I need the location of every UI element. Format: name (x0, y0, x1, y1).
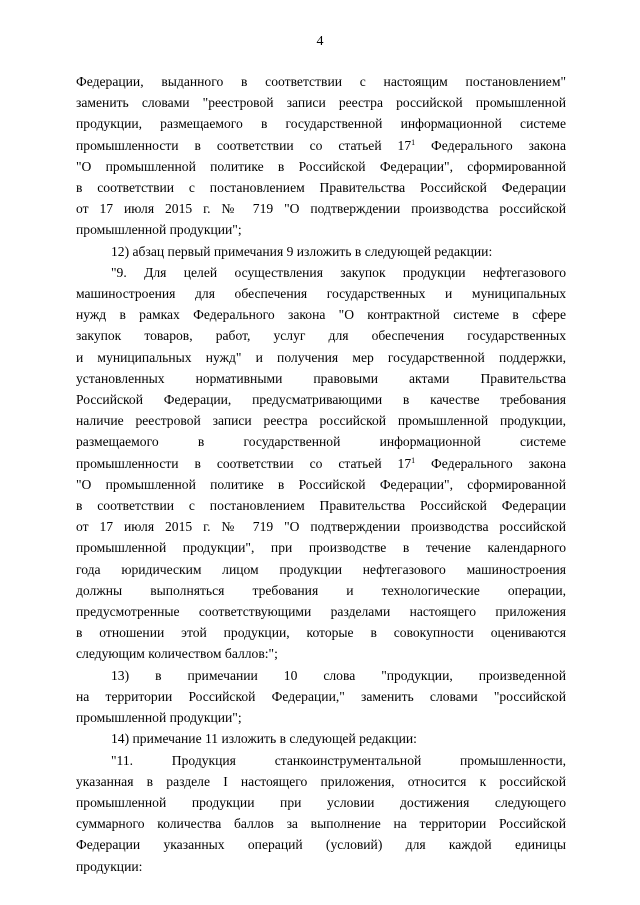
text-line: должны выполняться требования и технологические операции, (76, 582, 566, 598)
text-line: 14) примечание 11 изложить в следующей редакции: (111, 731, 417, 747)
text-line: Федерации указанных операций (условий) для каждой единицы (76, 837, 566, 853)
text-line: от 17 июля 2015 г. № 719 "О подтверждении производства российской (76, 201, 566, 217)
text-line: 12) абзац первый примечания 9 изложить в следующей редакции: (111, 243, 493, 259)
text-line: продукции: (76, 858, 143, 874)
text-line: "О промышленной политике в Российской Федерации", сформированной (76, 158, 566, 174)
text-line: промышленной продукции при условии достижения следующего (76, 794, 566, 810)
text-line: года юридическим лицом продукции нефтегазового машиностроения (76, 561, 566, 577)
superscript: 1 (411, 137, 416, 147)
text-line: промышленности в соответствии со статьей $17^1$ Федерального закона (76, 455, 566, 471)
text-line: предусмотренные соответствующими разделами настоящего приложения (76, 604, 566, 620)
text-line: и муниципальных нужд" и получения мер государственной поддержки, (76, 349, 566, 365)
text-line: в соответствии с постановлением Правительства Российской Федерации (76, 498, 566, 514)
text-line: "11. Продукция станкоинструментальной промышленности, (111, 752, 566, 768)
text-line: промышленной продукции"; (76, 710, 242, 726)
text-line: нужд в рамках Федерального закона "О контрактной системе в сфере (76, 307, 566, 323)
text-line: на территории Российской Федерации," заменить словами "российской (76, 688, 566, 704)
text-line: указанная в разделе I настоящего приложения, относится к российской (76, 773, 566, 789)
text-line: 13) в примечании 10 слова "продукции, произведенной (111, 667, 566, 683)
text-line: промышленной продукции", при производстве в течение календарного (76, 540, 566, 556)
text-line: размещаемого в государственной информационной системе (76, 434, 566, 450)
text-line: закупок товаров, работ, услуг для обеспечения государственных (76, 328, 566, 344)
text-line: "9. Для целей осуществления закупок продукции нефтегазового (111, 264, 566, 280)
text-line: в отношении этой продукции, которые в совокупности оцениваются (76, 625, 566, 641)
page-number: 4 (316, 34, 324, 49)
text-line: суммарного количества баллов за выполнение на территории Российской (76, 816, 566, 832)
text-line: заменить словами "реестровой записи реестра российской промышленной (76, 95, 566, 111)
text-line: промышленной продукции"; (76, 222, 242, 238)
text-line: "О промышленной политике в Российской Федерации", сформированной (76, 476, 566, 492)
text-line: машиностроения для обеспечения государственных и муниципальных (76, 286, 566, 302)
text-line: продукции, размещаемого в государственной информационной системе (76, 116, 566, 132)
text-line: следующим количеством баллов:"; (76, 646, 278, 662)
text-line: промышленности в соответствии со статьей $17^1$ Федерального закона (76, 137, 566, 153)
text-line: Федерации, выданного в соответствии с настоящим постановлением" (76, 74, 566, 89)
superscript: 1 (411, 455, 416, 465)
document-body (76, 71, 566, 877)
text-line: наличие реестровой записи реестра российской промышленной продукции, (76, 413, 566, 429)
text-line: от 17 июля 2015 г. № 719 "О подтверждении производства российской (76, 519, 566, 535)
text-line: в соответствии с постановлением Правительства Российской Федерации (76, 180, 566, 196)
text-line: установленных нормативными правовыми актами Правительства (76, 370, 566, 386)
text-line: Российской Федерации, предусматривающими в качестве требования (76, 392, 566, 408)
